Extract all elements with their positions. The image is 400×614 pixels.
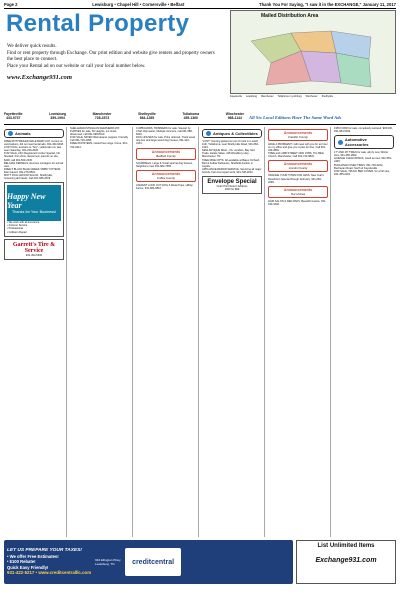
newspaper-page [4, 2, 396, 612]
classified-ad: APPLIANCE REPAIR SERVICE, Servicing all major brands, Fair-cost repair work, 931-728-0013. [202, 167, 262, 174]
paw-icon [8, 131, 13, 136]
divider [4, 124, 396, 125]
classified-ad: FOR SALE, MIXED Weimaraner puppies, Friendly, Call 931-703-1955. [70, 136, 129, 143]
classified-ad: NEW ANTIQUE MALL, 72+ vendors, Bay Sell, Trade, Estate Sales, 418 Woodbury Hwy., Manchester, TN. [202, 149, 256, 159]
office-phone-list [4, 112, 244, 120]
legend-item: Fayetteville [230, 95, 243, 98]
paper-editions: Lewisburg • Chapel Hill • Cornersville • Belfast [92, 2, 185, 7]
banner-title: Rental Property [6, 10, 190, 37]
map-legend [230, 95, 396, 98]
classified-ad: 1956 FORD for sale, completely restored, $45,000, 931-684-5032. [334, 127, 393, 134]
intro-line-1: We deliver quick results. [7, 44, 57, 49]
cfc-address-2: Lewisburg, TN [95, 562, 115, 566]
classified-ad: SQUIRRELS, Large & Small squirrel dog houses, Neighbors must 931-684-7655. [136, 161, 193, 168]
cfc-line: Quick Easy Friendly! [7, 564, 49, 570]
announcements-bedford: Announcements Bedford County [136, 148, 196, 160]
phone-fayetteville: Fayetteville 433-9737 [4, 112, 23, 120]
classified-ad: "LOST" Hunting jacket lost out of truck on Lowell 11th, Tullahoma, near Shelbyville Road, 931-684-3124. [202, 140, 259, 150]
column-1 [4, 127, 67, 537]
classified-ad: MOTT DOG GROOM SALON, Shelbyville, Grooming all breeds, Call 931-686-2009. [4, 174, 53, 181]
classified-ad: FREE ROTTWEILER MALE BARN CAT, current on vaccinations, did not read rental ads, 931-434-9018. [4, 140, 64, 147]
classified-ad: FREE ROOSTERS, raised free range, home, 931-703-0412. [70, 142, 128, 149]
classified-ad: HAIR SALON & RED PAKS, Beautiful Lawns, 931-433-1000. [268, 199, 327, 206]
page-number: Page 2 [4, 2, 18, 7]
announcements-lincoln: Announcements Lincoln County [268, 160, 328, 172]
phone-tullahoma: Tullahoma 455-1360 [182, 112, 200, 120]
rental-property-banner [4, 10, 396, 110]
classified-ad: TREE and LIMB STREET ODD JOBS, The Bible Church, Manchester, Call 931-723-9822. [268, 152, 324, 159]
phone-manchester: Manchester 728-3573 [92, 112, 112, 120]
page-header [4, 2, 396, 9]
ny-title: Happy New Year [7, 192, 46, 211]
envelope-ad: Envelope Special Color Print Return Address 1000 for $99 [202, 176, 262, 194]
classified-ad: BELGIAN KENNELS, Remove contagion for animal care. [4, 161, 64, 168]
new-year-ad: Happy New Year Thanks for Your Business! • We work with all insurance • 24-Hour Service • Professional • Collision Repair [4, 182, 64, 236]
tire-ad: Garrett's Tire & Service 931-394-5300 [4, 239, 64, 260]
credit-central-ad [4, 540, 293, 584]
legend-item: Manchester [261, 95, 274, 98]
announcements-franklin: Announcements Franklin County [268, 129, 328, 141]
column-3 [136, 127, 199, 537]
banner-intro [7, 44, 222, 70]
list-title: List Unlimited Items [317, 543, 375, 549]
column-4 [202, 127, 265, 537]
cfc-footer: 931-422-5217 • www.creditcentralllc.com [7, 570, 92, 576]
map-graphic [231, 11, 397, 95]
column-6 [334, 127, 396, 537]
cfc-line: • $100 Rebate! [7, 559, 36, 565]
exchange-brand[interactable]: Exchange931.com [315, 557, 377, 565]
classified-columns [4, 127, 396, 537]
vase-icon [206, 131, 211, 136]
section-header-animals: Animals [4, 129, 64, 138]
phone-shelbyville: Shelbyville 684-1285 [138, 112, 156, 120]
classified-ad: LOST DOG, answers to "boy", yellow lab mix, last seen Saturday, 931-229-2026. [4, 146, 62, 153]
phone-lewisburg: Lewisburg 359-1994 [49, 112, 67, 120]
classified-ad: ANCIENT LOOK OUT DOG 6 Week Pups, Hilltop Farms, 931-684-6810. [136, 183, 193, 190]
classified-ad: FREE 5 BLACK BLUE GREEK TABBY KITTENS, litter trained, 931-276-8501. [4, 167, 61, 174]
bottom-ads [4, 540, 396, 584]
legend-item: Tullahoma / Lynchburg [277, 95, 302, 98]
ny-sub: Thanks for Your Business! [11, 210, 57, 215]
classified-ad: CUPBOARDS, TRIMMERS for sale, Stewart by Chief Clipmaster, Multiple trimmers, call 931-588-8416. [136, 127, 193, 137]
website-link[interactable]: www.Exchange931.com [7, 74, 72, 81]
classified-ad: SHELLER/AUSTRALIAN SHEPHERD MIX PUPPIES for sale, Kit Heights, 1st shots, dewormed, call 931-698-8010. [70, 127, 120, 137]
list-unlimited-ad [296, 540, 396, 584]
editions-tagline: All Six Local Editions Have The Same Word Ads [249, 115, 342, 120]
car-icon [338, 140, 343, 145]
classified-ad: 17" AND 18" TIRES for sale, all ply new, Winter tires, 931-455-1802. [334, 151, 389, 158]
credit-central-logo: creditcentral [125, 548, 181, 576]
announcements-coffee: Announcements Coffee County [136, 170, 196, 182]
column-5 [268, 127, 331, 537]
classified-ad: GARAGE CLEAN RINGS, Good as new, 931-563-4445. [334, 157, 392, 164]
cfc-line: • We offer Free Estimates! [7, 553, 59, 559]
intro-line-3: Place your Rental ad on our website or call your local number below. [7, 63, 146, 69]
cfc-headline: LET US PREPARE YOUR TAXES! [7, 548, 82, 554]
legend-item: Winchester [305, 95, 318, 98]
section-header-antiques: Antiques & Collectibles [202, 129, 262, 138]
announcements-out-of-area: Announcements Out of Area [268, 186, 328, 198]
column-2 [70, 127, 133, 537]
classified-ad: ORANGE YOUR TOWN FOR LESS, New Year's Resolution Special through February, 931-684-2099. [268, 174, 324, 184]
legend-item: Lewisburg [246, 95, 257, 98]
cfc-address-1: 934 Ellington Pkwy. [95, 558, 122, 562]
legend-item: Shelbyville [321, 95, 334, 98]
classified-ad: HAVE A PROBLEM? I will meet with you for an hour on my office and give you a plan for free. Call 931-433-2881. [268, 143, 328, 153]
phone-winchester: Winchester 968-1144 [225, 112, 244, 120]
section-header-automotive: Automotive Accessories [334, 135, 394, 149]
classified-ad: TREE RIDE OPTS, All available at Bates Orchard, Bed & Fellow Deliveries, Sheffield Auction in Argolis. [202, 158, 260, 168]
map-title: Mailed Distribution Area [261, 13, 319, 19]
classified-ad: BUCHANAN USED TIRES, 931-703-2222, Buchanan Road, North of Fayetteville. [334, 163, 384, 170]
classified-ad: DOG HOUSES for sale, Price reduced, Track wood dog box and large wood dog houses, 931-422-3131. [136, 136, 195, 146]
distribution-map [230, 10, 396, 94]
issue-date: Thank You For Saying, "I saw it in the EXCHANGE," January 11, 2017 [259, 2, 396, 7]
classified-ad: FOR SALE, AKC Registered Cocker Spaniel, full blooded, first shots, dewormed, parents on site, $400, call 931-563-2345. [4, 152, 60, 162]
classified-ad: FOR SALE, TRUCK BED COVER, for a full size, 931-455-2201. [334, 169, 390, 176]
intro-line-2: Find or rent property through Exchange. Our print edition and website give renters and property owners the best place to connect. [7, 50, 215, 63]
